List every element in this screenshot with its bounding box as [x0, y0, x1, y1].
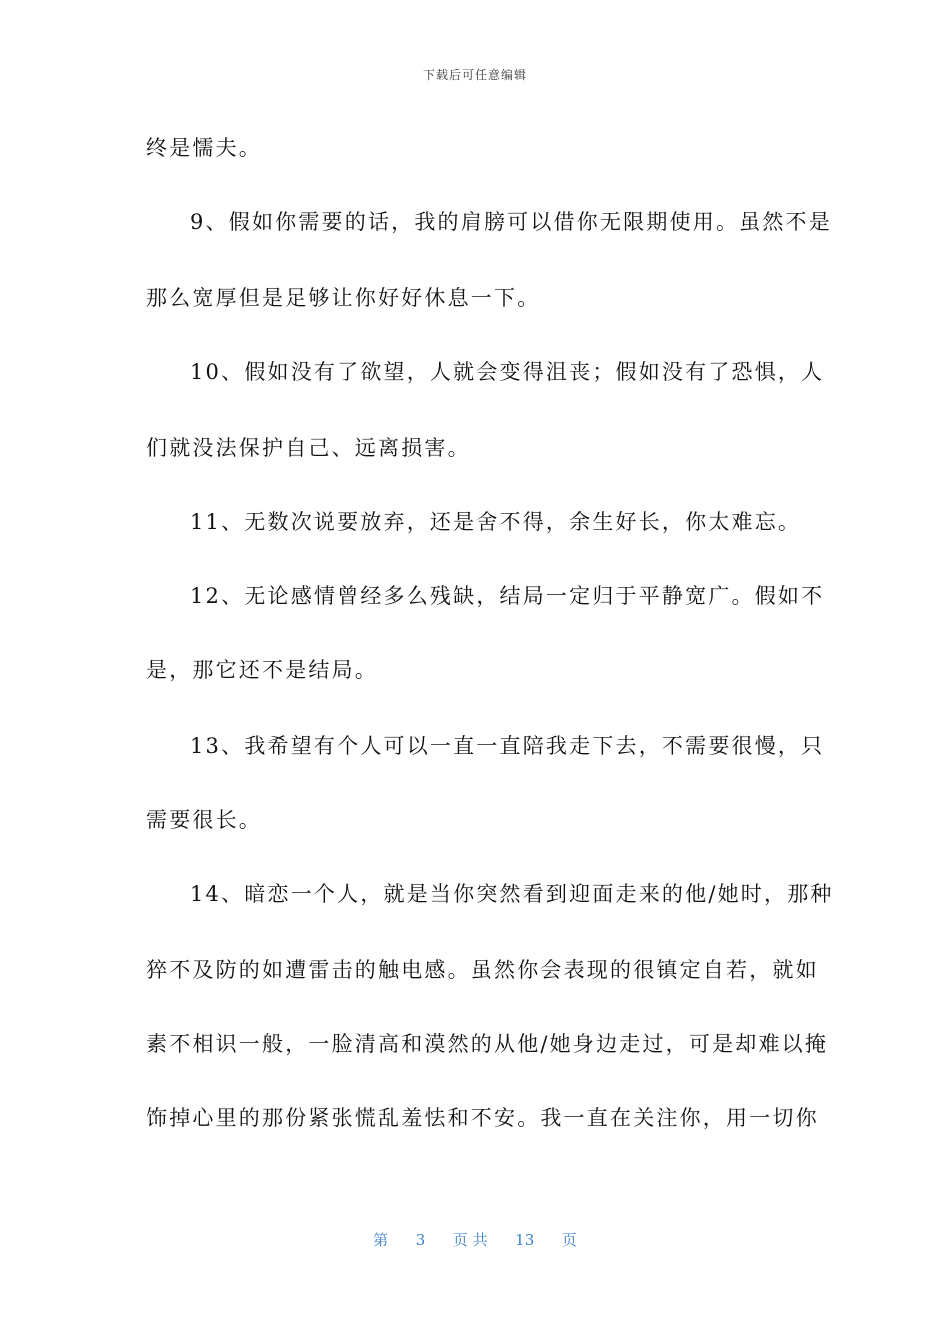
- paragraph-line: 13、我希望有个人可以一直一直陪我走下去，不需要很慢，只: [190, 734, 825, 758]
- paragraph-line: 素不相识一般，一脸清高和漠然的从他/她身边走过，可是却难以掩: [146, 1032, 829, 1056]
- footer-middle: 页 共: [452, 1231, 488, 1249]
- page-header: 下载后可任意编辑: [422, 68, 527, 82]
- paragraph-line: 饰掉心里的那份紧张慌乱羞怯和不安。我一直在关注你，用一切你: [146, 1106, 819, 1130]
- paragraph-line: 终是懦夫。: [146, 136, 262, 160]
- paragraph-line: 需要很长。: [146, 808, 262, 832]
- paragraph-line: 14、暗恋一个人，就是当你突然看到迎面走来的他/她时，那种: [190, 882, 834, 906]
- paragraph-line: 9、假如你需要的话，我的肩膀可以借你无限期使用。虽然不是: [190, 210, 832, 234]
- footer-current-page: 3: [415, 1231, 426, 1249]
- paragraph-line: 10、假如没有了欲望，人就会变得沮丧；假如没有了恐惧，人: [190, 360, 825, 384]
- page-footer: [0, 1229, 950, 1250]
- paragraph-line: 那么宽厚但是足够让你好好休息一下。: [146, 286, 541, 310]
- footer-suffix: 页: [561, 1231, 577, 1249]
- footer-total-pages: 13: [515, 1231, 535, 1249]
- paragraph-line: 12、无论感情曾经多么残缺，结局一定归于平静宽广。假如不: [190, 584, 825, 608]
- paragraph-line: 们就没法保护自己、远离损害。: [146, 436, 471, 460]
- paragraph-line: 11、无数次说要放弃，还是舍不得，余生好长，你太难忘。: [190, 510, 802, 534]
- paragraph-line: 猝不及防的如遭雷击的触电感。虽然你会表现的很镇定自若，就如: [146, 958, 819, 982]
- footer-prefix: 第: [373, 1231, 389, 1249]
- paragraph-line: 是，那它还不是结局。: [146, 658, 378, 682]
